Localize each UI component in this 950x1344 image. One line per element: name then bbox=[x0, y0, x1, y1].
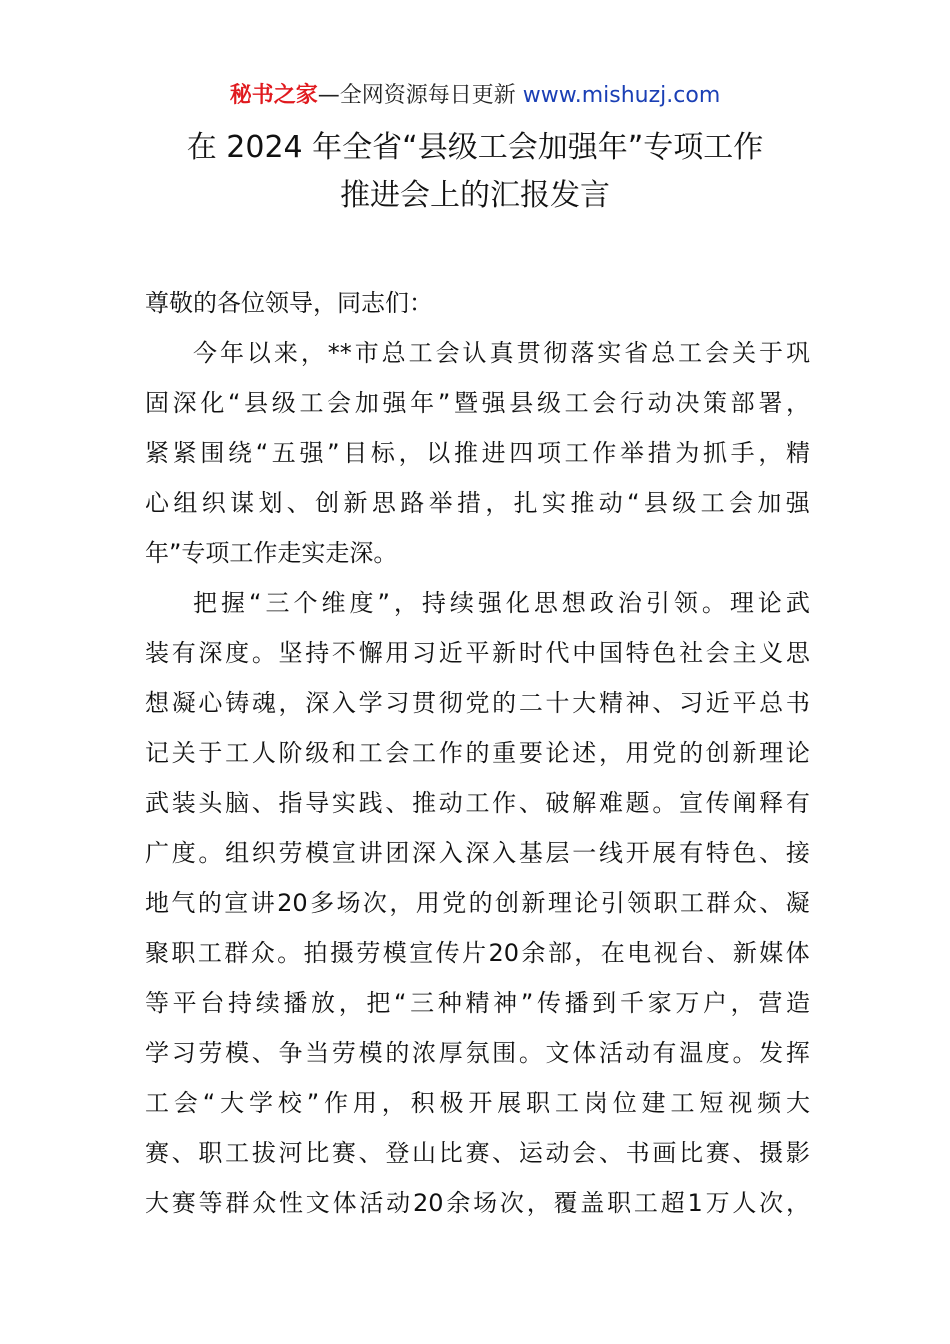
body-line: 地 气 的 宣 讲 20 多 场 次 ， 用 党 的 创 新 理 论 引 领 职 工 群 众 、 凝 bbox=[145, 889, 810, 917]
site-url-link[interactable]: www.mishuzj.com bbox=[522, 83, 721, 108]
body-line: 尊敬的各位领导，同志们： bbox=[145, 289, 433, 317]
body-line: 心 组 织 谋 划 、 创 新 思 路 举 措 ， 扎 实 推 动 “ 县 级 工 会 加 强 bbox=[145, 489, 810, 517]
body-line: 记 关 于 工 人 阶 级 和 工 会 工 作 的 重 要 论 述 ， 用 党 的 创 新 理 论 bbox=[145, 739, 810, 767]
body-line: 今 年 以 来 ， ** 市 总 工 会 认 真 贯 彻 落 实 省 总 工 会 关 于 巩 bbox=[193, 339, 810, 367]
header-tagline: —全网资源每日更新 bbox=[317, 83, 516, 108]
body-line: 装 有 深 度 。 坚 持 不 懈 用 习 近 平 新 时 代 中 国 特 色 社 会 主 义 思 bbox=[145, 639, 810, 667]
body-line: 把 握 “ 三 个 维 度 ” ， 持 续 强 化 思 想 政 治 引 领 。 理 论 武 bbox=[193, 589, 810, 617]
body-line: 工 会 “ 大 学 校 ” 作 用 ， 积 极 开 展 职 工 岗 位 建 工 短 视 频 大 bbox=[145, 1089, 810, 1117]
body-line: 大 赛 等 群 众 性 文 体 活 动 20 余 场 次 ， 覆 盖 职 工 超 1 万 人 次 ， bbox=[145, 1189, 810, 1217]
document-title-line-2: 推进会上的汇报发言 bbox=[340, 178, 610, 213]
body-line: 紧 紧 围 绕 “ 五 强 ” 目 标 ， 以 推 进 四 项 工 作 举 措 为 抓 手 ， 精 bbox=[145, 439, 810, 467]
body-line: 等 平 台 持 续 播 放 ， 把 “ 三 种 精 神 ” 传 播 到 千 家 万 户 ， 营 造 bbox=[145, 989, 810, 1017]
body-line: 广 度 。 组 织 劳 模 宣 讲 团 深 入 深 入 基 层 一 线 开 展 有 特 色 、 接 bbox=[145, 839, 810, 867]
site-header bbox=[0, 80, 950, 112]
brand-name[interactable]: 秘书之家 bbox=[229, 83, 318, 108]
document-title-line-1: 在 2024 年全省“县级工会加强年”专项工作 bbox=[186, 130, 764, 165]
body-line: 武 装 头 脑 、 指 导 实 践 、 推 动 工 作 、 破 解 难 题 。 宣 传 阐 释 有 bbox=[145, 789, 810, 817]
body-line: 聚 职 工 群 众 。 拍 摄 劳 模 宣 传 片 20 余 部 ， 在 电 视 台 、 新 媒 体 bbox=[145, 939, 810, 967]
body-line: 年”专项工作走实走深。 bbox=[145, 539, 398, 567]
body-line: 赛 、 职 工 拔 河 比 赛 、 登 山 比 赛 、 运 动 会 、 书 画 比 赛 、 摄 影 bbox=[145, 1139, 810, 1167]
body-line: 想 凝 心 铸 魂 ， 深 入 学 习 贯 彻 党 的 二 十 大 精 神 、 习 近 平 总 书 bbox=[145, 689, 810, 717]
body-line: 固 深 化 “ 县 级 工 会 加 强 年 ” 暨 强 县 级 工 会 行 动 决 策 部 署 ， bbox=[145, 389, 810, 417]
body-line: 学 习 劳 模 、 争 当 劳 模 的 浓 厚 氛 围 。 文 体 活 动 有 温 度 。 发 挥 bbox=[145, 1039, 810, 1067]
